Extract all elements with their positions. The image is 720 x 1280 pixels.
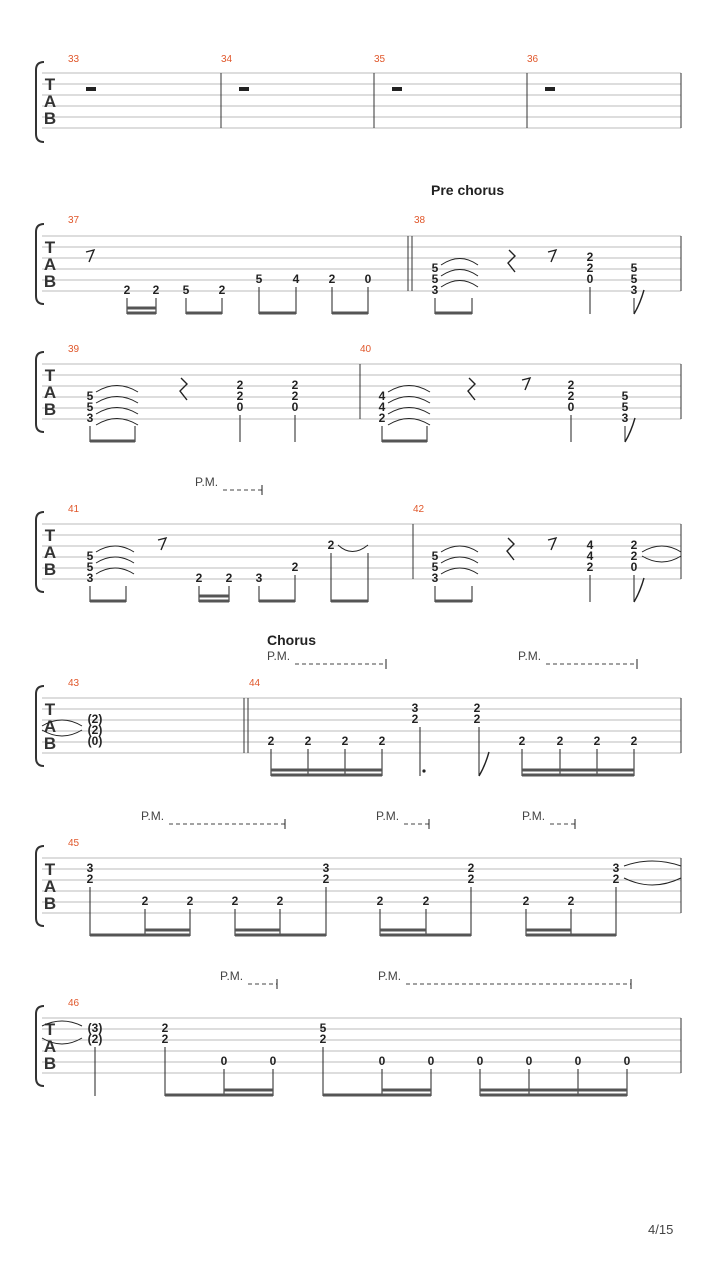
fret-number: 2 [567,378,575,392]
page-indicator: 4/15 [648,1222,674,1237]
eighth-rest [86,250,94,262]
fret-number: 2 [556,734,564,748]
fret-number: 2 [267,734,275,748]
system-3 [36,344,681,442]
eighth-rest [522,378,530,390]
palm-mute-marking [376,809,429,829]
fret-number: 2 [593,734,601,748]
fret-number: 2 [291,389,299,403]
fret-number: 2 [231,894,239,908]
clef-letter-b: B [43,560,57,579]
section-label-pre-chorus: Pre chorus [431,182,505,198]
clef-letter-b: B [43,1054,57,1073]
fret-number: 0 [236,400,244,414]
staff-lines [42,524,681,579]
palm-mute-marking [220,969,277,989]
measure-number: 39 [68,344,80,355]
fret-number: 2 [322,872,330,886]
fret-number: 0 [476,1054,484,1068]
clef-letter-a: A [43,877,57,896]
fret-number: 3 [86,411,94,425]
fret-number: 2 [473,701,481,715]
clef-letter-t: T [44,238,56,257]
rhythm-stems [271,727,634,776]
fret-number: 2 [304,734,312,748]
tie [642,546,681,552]
eighth-rest [158,538,166,550]
fret-number: 5 [431,272,439,286]
system-5 [36,678,681,776]
fret-number: 2 [161,1032,169,1046]
palm-mute-label: P.M. [141,809,165,823]
fret-number: 4 [586,549,594,563]
fret-number: 0 [269,1054,277,1068]
fret-number: 2 [186,894,194,908]
fret-number: 4 [378,400,386,414]
fret-number: 2 [218,283,226,297]
fret-number: 2 [161,1021,169,1035]
whole-rest [545,87,555,91]
fret-number: 5 [86,389,94,403]
tie [441,557,478,563]
fret-number: 2 [411,712,419,726]
whole-rest [86,87,96,91]
fret-number: 2 [236,378,244,392]
fret-number: 3 [86,861,94,875]
measure-number: 35 [374,54,386,65]
rhythm-stems [90,887,616,936]
fret-number: 2 [378,734,386,748]
clef-letter-t: T [44,366,56,385]
fret-number: 0 [427,1054,435,1068]
measure-number: 44 [249,678,261,689]
fret-number: (2) [87,723,103,737]
clef-letter-a: A [43,92,57,111]
fret-number: 2 [422,894,430,908]
fret-number: 5 [86,560,94,574]
clef-letter-t: T [44,700,56,719]
palm-mute-marking [195,475,262,495]
clef-letter-b: B [43,894,57,913]
fret-number: 2 [236,389,244,403]
measure-number: 33 [68,54,80,65]
measure-number: 41 [68,504,80,515]
fret-number: 0 [630,560,638,574]
palm-mute-marking [518,649,637,669]
measure-number: 45 [68,838,80,849]
fret-number: 3 [612,861,620,875]
fret-number: 2 [467,861,475,875]
tie [441,568,478,574]
palm-mute-label: P.M. [522,809,546,823]
staff-lines [42,73,681,128]
measure-number: 46 [68,998,80,1009]
fret-number: 2 [327,538,335,552]
fret-number: 5 [255,272,263,286]
eighth-rest [548,250,556,262]
clef-letter-t: T [44,860,56,879]
fret-number: 4 [378,389,386,403]
fret-number: 0 [364,272,372,286]
fret-number: 3 [431,283,439,297]
fret-number: 5 [86,400,94,414]
tie [441,281,478,288]
fret-number: 0 [574,1054,582,1068]
fret-number: 2 [473,712,481,726]
tie [441,546,478,552]
staff-lines [42,698,681,753]
fret-number: 0 [220,1054,228,1068]
tie [624,861,681,866]
fret-number: 2 [612,872,620,886]
fret-number: (0) [87,734,103,748]
fret-number: 0 [291,400,299,414]
whole-rest [239,87,249,91]
clef-letter-b: B [43,109,57,128]
measure-number: 38 [414,215,426,226]
palm-mute-label: P.M. [378,969,402,983]
fret-number: 2 [567,389,575,403]
measure-number: 43 [68,678,80,689]
fret-number: 2 [376,894,384,908]
palm-mute-marking [141,809,285,829]
staff-lines [42,236,681,291]
fret-number: 5 [182,283,190,297]
fret-number: 5 [630,261,638,275]
fret-number: 2 [586,560,594,574]
fret-number: 2 [225,571,233,585]
fret-number: 3 [255,571,263,585]
fret-number: 4 [586,538,594,552]
measure-number: 40 [360,344,372,355]
system-1 [36,54,681,142]
fret-number: (2) [87,1032,103,1046]
fret-number: 2 [86,872,94,886]
fret-number: 3 [431,571,439,585]
fret-number: 2 [291,560,299,574]
tie [96,568,134,574]
staff-lines [42,1018,681,1073]
tie [96,557,134,563]
fret-number: 2 [630,734,638,748]
clef-letter-b: B [43,400,57,419]
fret-number: 0 [623,1054,631,1068]
fret-number: 2 [276,894,284,908]
staff-bracket [36,62,44,142]
clef-letter-b: B [43,272,57,291]
clef-letter-a: A [43,383,57,402]
fret-number: 0 [586,272,594,286]
clef-letter-b: B [43,734,57,753]
clef-letter-t: T [44,526,56,545]
system-6 [36,838,681,936]
fret-number: (3) [87,1021,103,1035]
fret-number: 2 [630,549,638,563]
fret-number: 2 [141,894,149,908]
fret-number: 3 [630,283,638,297]
fret-number: 2 [378,411,386,425]
fret-number: 2 [586,250,594,264]
system-2 [36,215,681,314]
palm-mute-label: P.M. [220,969,244,983]
fret-number: 2 [586,261,594,275]
fret-number: 2 [152,283,160,297]
fret-number: (2) [87,712,103,726]
fret-number: 2 [123,283,131,297]
rhythm-stems [95,1047,627,1096]
fret-number: 2 [328,272,336,286]
fret-number: 5 [621,389,629,403]
fret-number: 2 [341,734,349,748]
system-7 [36,998,681,1096]
fret-number: 2 [522,894,530,908]
measure-number: 42 [413,504,425,515]
fret-number: 2 [291,378,299,392]
palm-mute-marking [378,969,631,989]
tie [441,259,478,266]
palm-mute-marking [267,649,386,669]
fret-number: 3 [621,411,629,425]
fret-number: 2 [319,1032,327,1046]
system-4 [36,504,681,602]
fret-number: 2 [630,538,638,552]
palm-mute-label: P.M. [518,649,542,663]
section-label-chorus: Chorus [267,632,316,648]
measure-number: 36 [527,54,539,65]
fret-number: 3 [322,861,330,875]
palm-mute-label: P.M. [267,649,291,663]
fret-number: 2 [195,571,203,585]
fret-number: 5 [431,560,439,574]
tie [624,878,681,885]
fret-number: 2 [567,894,575,908]
clef-letter-a: A [43,1037,57,1056]
clef-letter-t: T [44,75,56,94]
fret-number: 5 [431,261,439,275]
fret-number: 3 [411,701,419,715]
staff-lines [42,858,681,913]
palm-mute-marking [522,809,575,829]
fret-number: 0 [567,400,575,414]
fret-number: 0 [378,1054,386,1068]
fret-number: 2 [518,734,526,748]
fret-number: 5 [621,400,629,414]
clef-letter-a: A [43,717,57,736]
palm-mute-label: P.M. [195,475,219,489]
fret-number: 5 [86,549,94,563]
clef-letter-a: A [43,255,57,274]
fret-number: 5 [431,549,439,563]
fret-number: 2 [467,872,475,886]
tie [441,270,478,277]
fret-number: 4 [292,272,300,286]
fret-number: 5 [630,272,638,286]
eighth-rest [548,538,556,550]
palm-mute-label: P.M. [376,809,400,823]
fret-number: 5 [319,1021,327,1035]
tie [96,546,134,552]
fret-number: 3 [86,571,94,585]
measure-number: 37 [68,215,80,226]
whole-rest [392,87,402,91]
measure-number: 34 [221,54,233,65]
fret-number: 0 [525,1054,533,1068]
clef-letter-a: A [43,543,57,562]
clef-letter-t: T [44,1020,56,1039]
